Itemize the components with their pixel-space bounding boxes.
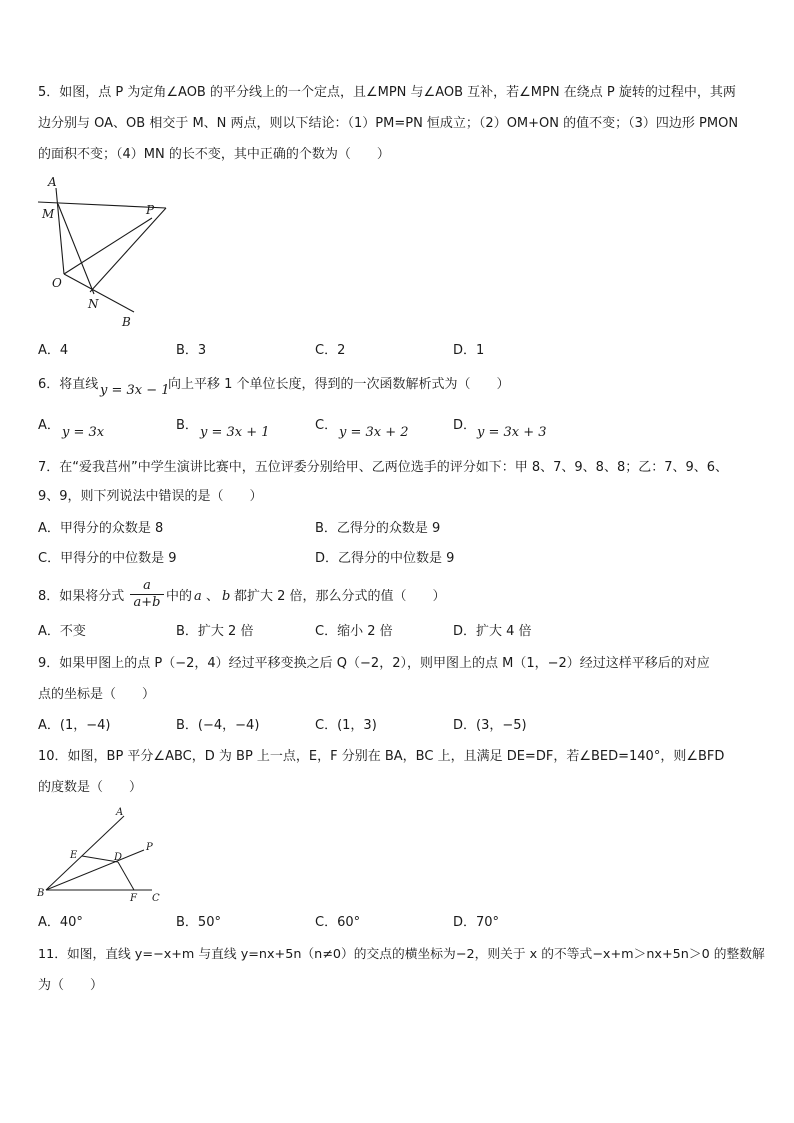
q6-option-c-letter: C．	[315, 418, 338, 433]
q9-option-d: D．(3，−5)	[453, 718, 527, 733]
q5-line-1: 5．如图，点 P 为定角∠AOB 的平分线上的一个定点，且∠MPN 与∠AOB 互补，若∠MPN 在绕点 P 旋转的过程中，其两	[38, 85, 736, 100]
q8-text-after: 都扩大 2 倍，那么分式的值（ ）	[234, 589, 446, 604]
q8-fraction-numerator: a	[143, 578, 151, 593]
q10-option-d: D．70°	[453, 915, 500, 930]
q5-ray-oa	[56, 188, 64, 274]
q10-label-f: F	[130, 893, 137, 904]
q9-option-a: A．(1，−4)	[38, 718, 111, 733]
q7-option-b: B．乙得分的众数是 9	[315, 521, 441, 536]
q8-option-a: A．不变	[38, 624, 86, 639]
q8-text-mid1: 中的	[166, 589, 193, 604]
q7-line-1: 7．在“爱我莒州”中学生演讲比赛中，五位评委分别给甲、乙两位选手的评分如下：甲 8、7、9、8、8；乙：7、9、6、	[38, 460, 729, 475]
q10-option-b: B．50°	[176, 915, 221, 930]
q10-line-1: 10．如图，BP 平分∠ABC，D 为 BP 上一点，E，F 分别在 BA，BC 上，且满足 DE=DF，若∠BED=140°，则∠BFD	[38, 749, 725, 764]
q10-label-p: P	[146, 842, 153, 853]
q10-option-a: A．40°	[38, 915, 83, 930]
q5-label-m: M	[42, 207, 55, 221]
q5-ray-ob	[64, 274, 134, 312]
q6-option-b-letter: B．	[176, 418, 198, 433]
q5-segment-op	[64, 218, 152, 274]
q10-option-c: C．60°	[315, 915, 361, 930]
q7-option-c: C．甲得分的中位数是 9	[38, 551, 177, 566]
q6-expr: y = 3x − 1	[100, 383, 170, 398]
q5-label-b: B	[122, 315, 131, 329]
q10-segment-df	[118, 862, 134, 890]
q7-line-2: 9、9，则下列说法中错误的是（ ）	[38, 489, 263, 504]
q5-option-d: D．1	[453, 343, 485, 358]
q9-option-c: C．(1，3)	[315, 718, 377, 733]
q6-option-a-letter: A．	[38, 418, 60, 433]
q11-line-1: 11．如图，直线 y=−x+m 与直线 y=nx+5n（n≠0）的交点的横坐标为−2，则关于 x 的不等式−x+m＞nx+5n＞0 的整数解	[38, 947, 765, 962]
q7-option-a: A．甲得分的众数是 8	[38, 521, 164, 536]
q5-line-3: 的面积不变；（4）MN 的长不变，其中正确的个数为（ ）	[38, 147, 390, 162]
q8-option-c: C．缩小 2 倍	[315, 624, 393, 639]
q11-line-2: 为（ ）	[38, 978, 104, 993]
q8-text-mid2: 、	[206, 589, 220, 604]
q8-option-d: D．扩大 4 倍	[453, 624, 532, 639]
q6-text-after: 向上平移 1 个单位长度，得到的一次函数解析式为（ ）	[168, 377, 510, 392]
q5-label-n: N	[88, 297, 99, 311]
q10-label-d: D	[114, 852, 123, 863]
q5-label-o: O	[52, 276, 62, 290]
q5-label-p: P	[146, 203, 155, 217]
q9-line-2: 点的坐标是（ ）	[38, 687, 156, 702]
q8-var-a: a	[194, 589, 202, 604]
q8-var-b: b	[222, 589, 231, 604]
q10-label-e: E	[70, 850, 78, 861]
q10-label-a: A	[116, 807, 124, 818]
q5-option-c: C．2	[315, 343, 346, 358]
q8-fraction-denominator: a+b	[133, 595, 161, 610]
q10-line-2: 的度数是（ ）	[38, 780, 143, 795]
q6-option-a-expr: y = 3x	[62, 425, 105, 440]
q10-figure	[34, 804, 174, 908]
q9-line-1: 9．如果甲图上的点 P（−2，4）经过平移变换之后 Q（−2，2），则甲图上的点 M（1，−2）经过这样平移后的对应	[38, 656, 710, 671]
q5-label-a: A	[48, 175, 57, 189]
q7-option-d: D．乙得分的中位数是 9	[315, 551, 455, 566]
q5-figure	[36, 172, 176, 332]
q10-ray-ba	[46, 816, 124, 890]
q10-label-c: C	[152, 893, 160, 904]
q8-option-b: B．扩大 2 倍	[176, 624, 254, 639]
q6-text-before: 6．将直线	[38, 377, 99, 392]
q5-option-a: A．4	[38, 343, 69, 358]
q8-text-before: 8．如果将分式	[38, 589, 125, 604]
q6-option-d-letter: D．	[453, 418, 477, 433]
q10-segment-ed	[82, 856, 118, 862]
q6-option-c-expr: y = 3x + 2	[339, 425, 409, 440]
q6-option-b-expr: y = 3x + 1	[200, 425, 270, 440]
q8-fraction	[130, 578, 164, 611]
q5-option-b: B．3	[176, 343, 207, 358]
q9-option-b: B．(−4，−4)	[176, 718, 260, 733]
q10-label-b: B	[37, 888, 45, 899]
q6-option-d-expr: y = 3x + 3	[477, 425, 547, 440]
q10-ray-bp	[46, 850, 144, 890]
q5-line-2: 边分别与 OA、OB 相交于 M、N 两点，则以下结论：（1）PM=PN 恒成立；（2）OM+ON 的值不变；（3）四边形 PMON	[38, 116, 739, 131]
